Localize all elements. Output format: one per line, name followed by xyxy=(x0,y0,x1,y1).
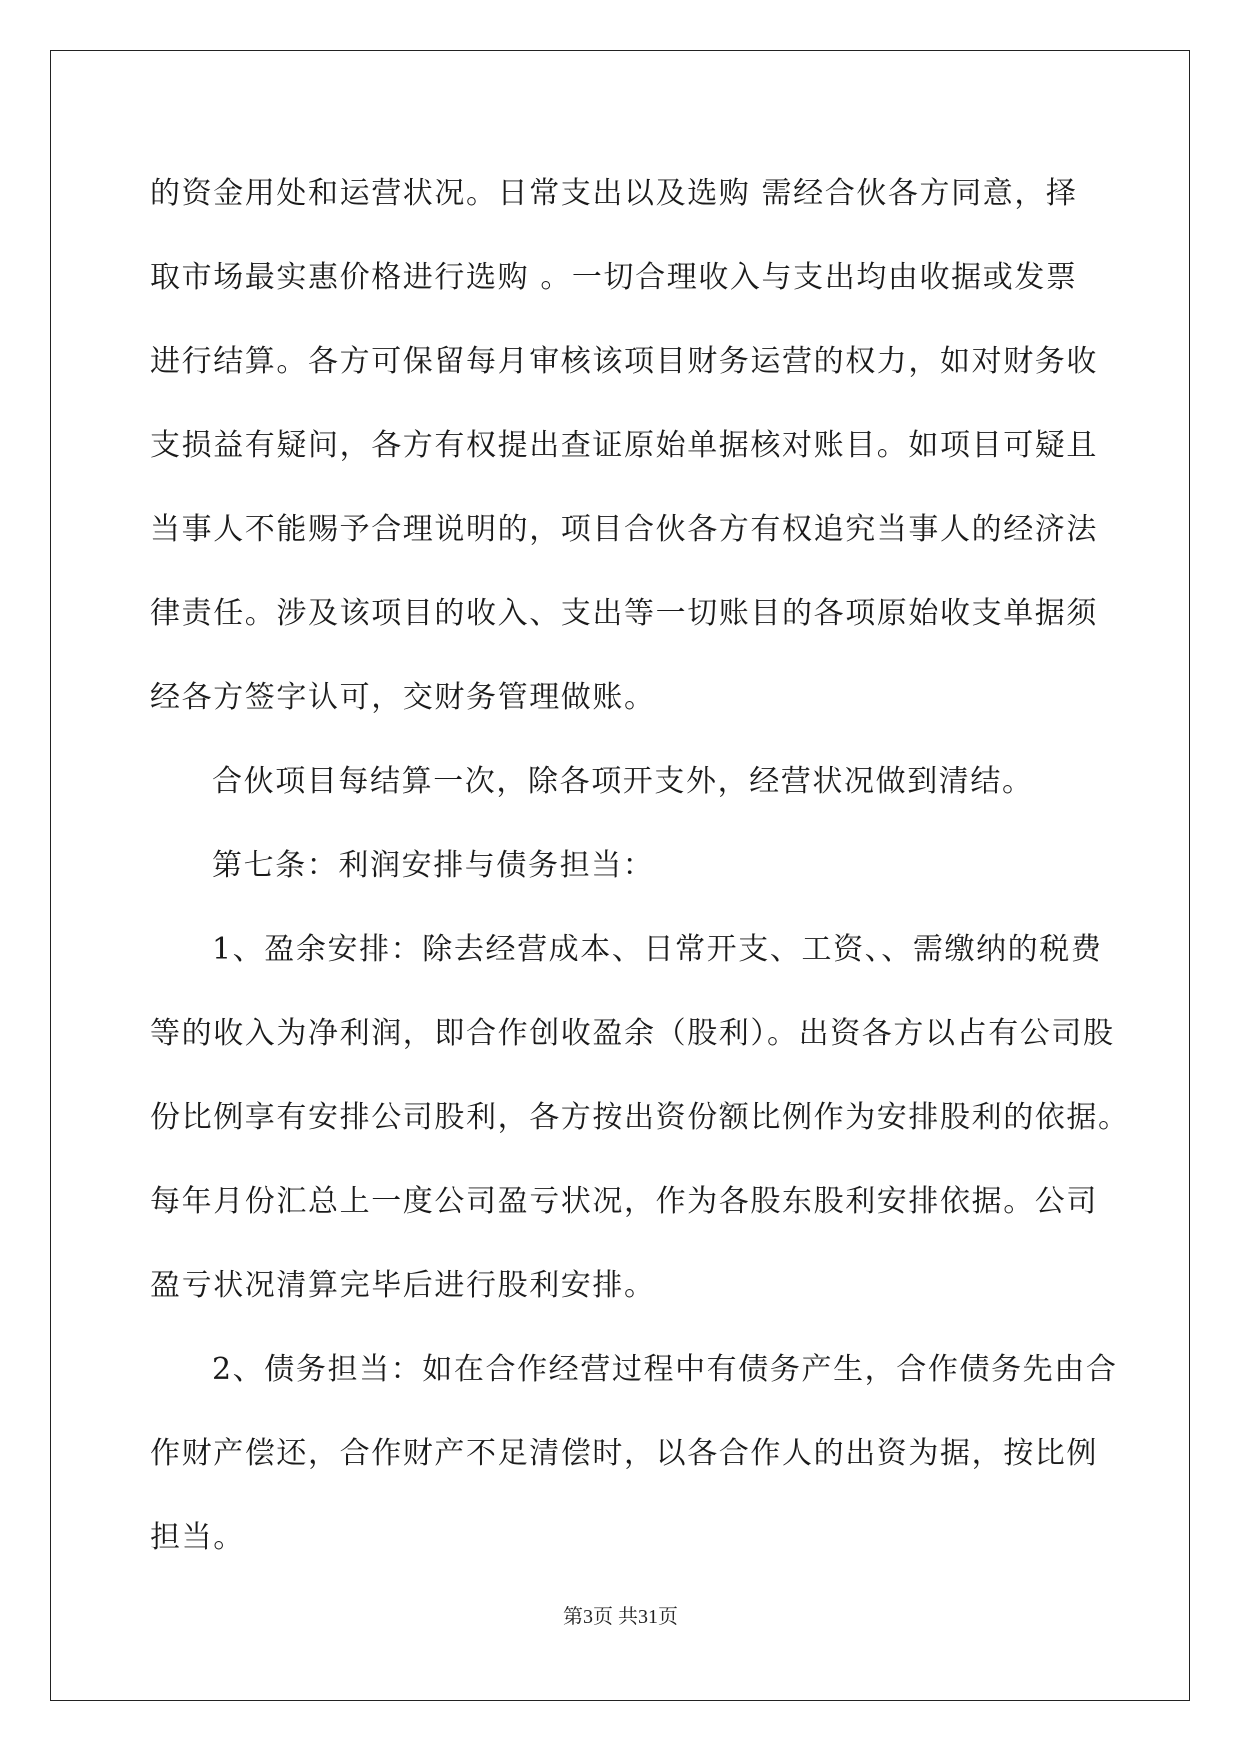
paragraph xyxy=(150,740,1090,824)
text-line: 1、盈余安排：除去经营成本、日常开支、工资、、需缴纳的税费 xyxy=(212,932,1103,967)
text-line: 担当。 xyxy=(150,1520,245,1555)
text-line: 的资金用处和运营状况。日常支出以及选购 需经合伙各方同意，择 xyxy=(150,176,1078,211)
paragraph xyxy=(150,908,1130,1328)
paragraph xyxy=(150,152,1098,740)
text-line: 份比例享有安排公司股利，各方按出资份额比例作为安排股利的依据。 xyxy=(150,1100,1130,1135)
text-line: 进行结算。各方可保留每月审核该项目财务运营的权力，如对财务收 xyxy=(150,344,1098,379)
text-line: 等的收入为净利润，即合作创收盈余（股利）。出资各方以占有公司股 xyxy=(150,1016,1115,1051)
document-body xyxy=(150,152,1130,1580)
text-line: 2、债务担当：如在合作经营过程中有债务产生，合作债务先由合 xyxy=(212,1352,1118,1387)
text-line: 支损益有疑问，各方有权提出查证原始单据核对账目。如项目可疑且 xyxy=(150,428,1098,463)
paragraph xyxy=(150,1328,1118,1580)
text-line: 合伙项目每结算一次，除各项开支外，经营状况做到清结。 xyxy=(212,764,1034,799)
text-line: 每年月份汇总上一度公司盈亏状况，作为各股东股利安排依据。公司 xyxy=(150,1184,1098,1219)
text-line: 当事人不能赐予合理说明的，项目合伙各方有权追究当事人的经济法 xyxy=(150,512,1098,547)
page-number-footer: 第3页 共31页 xyxy=(563,1606,678,1628)
text-line: 盈亏状况清算完毕后进行股利安排。 xyxy=(150,1268,656,1303)
section-heading xyxy=(150,824,1090,908)
text-line: 律责任。涉及该项目的收入、支出等一切账目的各项原始收支单据须 xyxy=(150,596,1098,631)
text-line: 取市场最实惠价格进行选购 。一切合理收入与支出均由收据或发票 xyxy=(150,260,1078,295)
text-line: 第七条：利润安排与债务担当： xyxy=(212,848,655,883)
text-line: 经各方签字认可，交财务管理做账。 xyxy=(150,680,656,715)
text-line: 作财产偿还，合作财产不足清偿时，以各合作人的出资为据，按比例 xyxy=(150,1436,1098,1471)
